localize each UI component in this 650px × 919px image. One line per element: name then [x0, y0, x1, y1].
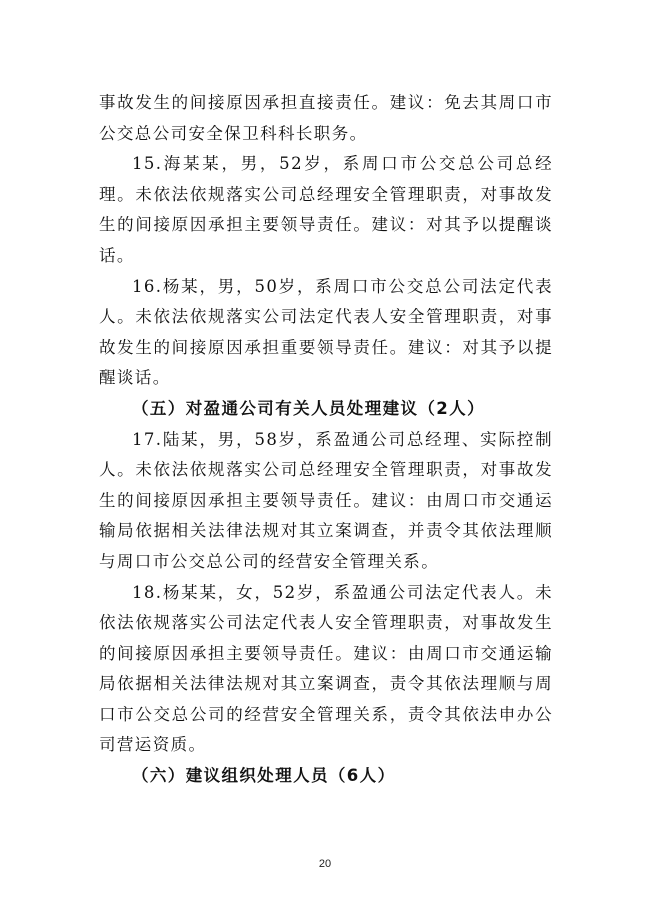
paragraph-item-17: 17.陆某，男，58岁，系盈通公司总经理、实际控制人。未依法依规落实公司总经理安全管理职责，对事故发生的间接原因承担主要领导责任。建议：由周口市交通运输局依据相关法律法规对其立案调查，并责令其依法理顺与周口市公交总公司的经营安全管理关系。 [99, 429, 553, 571]
page-number: 20 [318, 858, 332, 870]
section-heading-6: （六）建议组织处理人员（6人） [132, 766, 396, 786]
paragraph-item-18: 18.杨某某，女，52岁，系盈通公司法定代表人。未依法依规落实公司法定代表人安全管理职责，对事故发生的间接原因承担主要领导责任。建议：由周口市交通运输局依据相关法律法规对其立案调查，责令其依法理顺与周口市公交总公司的经营安全管理关系，责令其依法申办公司营运资质。 [99, 582, 553, 755]
paragraph-item-15: 15.海某某，男，52岁，系周口市公交总公司总经理。未依法依规落实公司总经理安全管理职责，对事故发生的间接原因承担主要领导责任。建议：对其予以提醒谈话。 [99, 154, 553, 265]
paragraph-item-16: 16.杨某，男，50岁，系周口市公交总公司法定代表人。未依法依规落实公司法定代表人安全管理职责，对事故发生的间接原因承担重要领导责任。建议：对其予以提醒谈话。 [99, 276, 553, 388]
section-heading-5: （五）对盈通公司有关人员处理建议（2人） [132, 398, 485, 418]
page-body [99, 88, 553, 792]
paragraph-continuation: 事故发生的间接原因承担直接责任。建议：免去其周口市公交总公司安全保卫科科长职务。 [99, 93, 553, 143]
